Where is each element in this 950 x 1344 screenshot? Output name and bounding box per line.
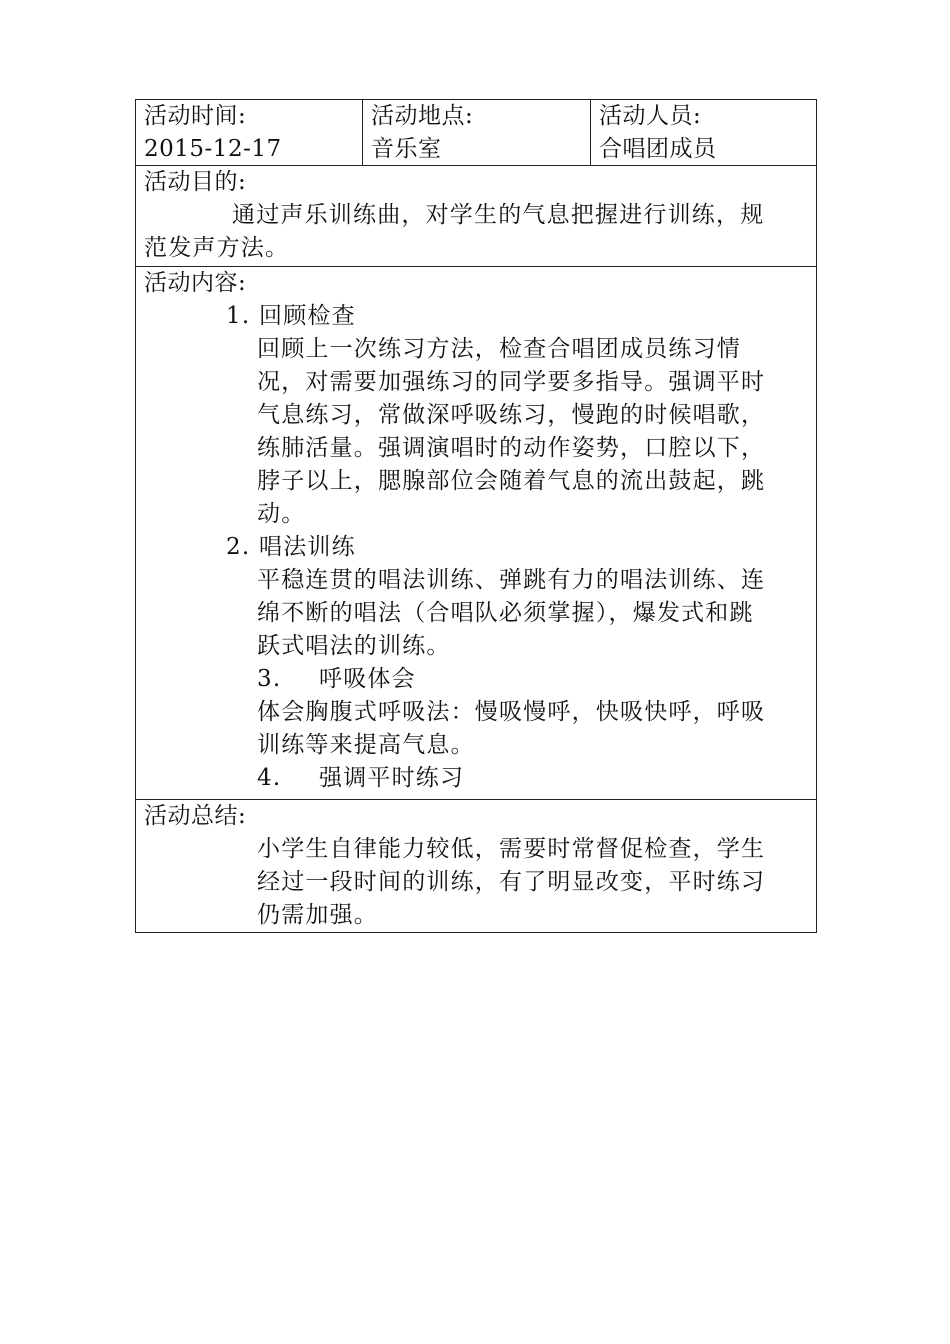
content-item-1-line: 脖子以上，腮腺部位会随着气息的流出鼓起，跳	[257, 468, 766, 494]
content-item-4-title: 强调平时练习	[319, 765, 465, 791]
content-item-1-line: 况，对需要加强练习的同学要多指导。强调平时	[257, 369, 766, 395]
summary-line: 仍需加强。	[257, 902, 378, 928]
content-item-2-body	[257, 564, 797, 663]
goal-row	[136, 166, 816, 267]
content-item-2-line: 绵不断的唱法（合唱队必须掌握），爆发式和跳	[257, 600, 754, 626]
goal-text-line-1: 通过声乐训练曲，对学生的气息把握进行训练，规	[232, 202, 765, 228]
summary-row	[136, 800, 816, 932]
people-label: 活动人员:	[599, 103, 702, 129]
content-item-3-heading	[257, 663, 797, 696]
content-item-2-line: 平稳连贯的唱法训练、弹跳有力的唱法训练、连	[257, 567, 766, 593]
time-label: 活动时间:	[144, 103, 247, 129]
people-cell	[590, 100, 816, 165]
summary-line: 经过一段时间的训练，有了明显改变，平时练习	[257, 869, 766, 895]
content-item-2-heading	[226, 531, 356, 564]
goal-text-line-2: 范发声方法。	[144, 235, 290, 261]
content-item-1-title: 回顾检查	[259, 303, 356, 329]
time-value: 2015-12-17	[144, 136, 282, 162]
place-value: 音乐室	[371, 136, 442, 162]
content-item-1-number: 1.	[226, 303, 251, 329]
content-item-1-line: 动。	[257, 501, 306, 527]
content-item-4-heading	[257, 762, 797, 795]
content-item-2-title: 唱法训练	[259, 534, 356, 560]
content-item-4-number: 4.	[257, 765, 282, 791]
content-item-1-line: 回顾上一次练习方法，检查合唱团成员练习情	[257, 336, 741, 362]
content-item-1-line: 气息练习，常做深呼吸练习，慢跑的时候唱歌，	[257, 402, 766, 428]
summary-body	[257, 833, 797, 932]
content-item-1-body	[257, 333, 797, 531]
content-label: 活动内容:	[144, 270, 247, 296]
summary-label: 活动总结:	[144, 803, 247, 829]
content-item-1-line: 练肺活量。强调演唱时的动作姿势，口腔以下，	[257, 435, 766, 461]
content-item-3-line: 体会胸腹式呼吸法：慢吸慢呼，快吸快呼，呼吸	[257, 699, 766, 725]
place-label: 活动地点:	[371, 103, 474, 129]
activity-record-table	[135, 99, 817, 933]
content-item-2-line: 跃式唱法的训练。	[257, 633, 451, 659]
content-item-1-heading	[226, 300, 356, 333]
content-item-3-line: 训练等来提高气息。	[257, 732, 475, 758]
content-item-3-title: 呼吸体会	[319, 666, 416, 692]
header-row	[136, 100, 816, 166]
people-value: 合唱团成员	[599, 136, 717, 162]
content-row	[136, 267, 816, 800]
content-item-3-number: 3.	[257, 666, 282, 692]
place-cell	[362, 100, 590, 165]
summary-line: 小学生自律能力较低，需要时常督促检查，学生	[257, 836, 766, 862]
content-item-2-number: 2.	[226, 534, 251, 560]
goal-label: 活动目的:	[144, 169, 247, 195]
content-item-3-body	[257, 696, 797, 762]
time-cell	[136, 100, 362, 165]
